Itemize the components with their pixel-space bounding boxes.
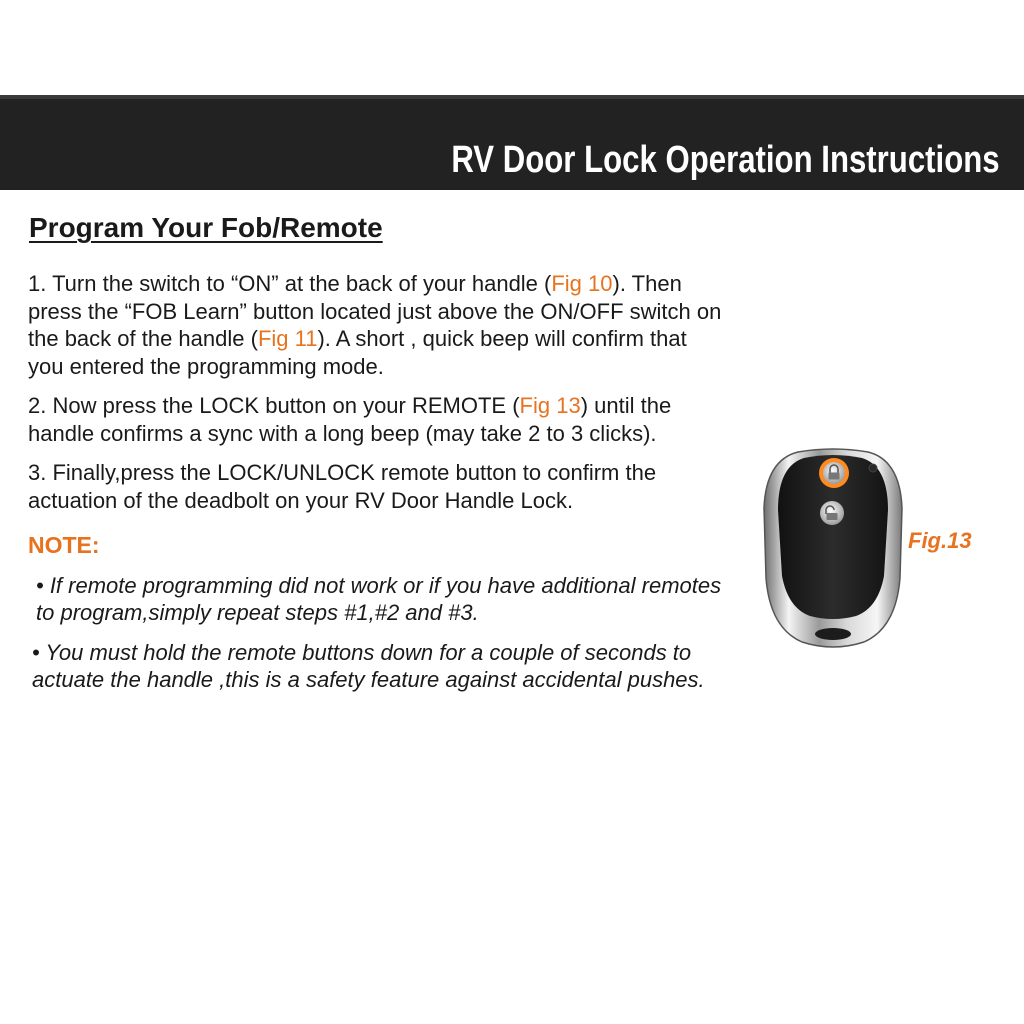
step-3	[28, 459, 728, 514]
unlock-icon-body	[827, 513, 838, 520]
page-title: RV Door Lock Operation Instructions	[451, 139, 1000, 181]
note-label: NOTE:	[28, 532, 100, 558]
fig-13-reference: Fig 13	[519, 393, 581, 418]
step-2-text-b: ) until the handle confirms a sync with a long beep (may take 2 to 3 clicks).	[28, 393, 672, 446]
note-item-1: • If remote programming did not work or if you have additional remotes to program,simply repeat steps #1,#2 and #3.	[36, 572, 722, 625]
fig-11-reference: Fig 11	[257, 326, 318, 351]
step-1-text-b: ). Then press the “FOB Learn” button located just above the ON/OFF switch on the back of the handle (	[28, 271, 722, 351]
step-1-text-c: ). A short , quick beep will confirm that you entered the programming mode.	[28, 326, 687, 379]
key-fob-remote-icon	[760, 448, 906, 650]
step-1-text-a: 1. Turn the switch to “ON” at the back of your handle (	[28, 271, 552, 296]
header-bar	[0, 95, 1024, 190]
instructions-content	[28, 270, 728, 706]
note-item-2: • You must hold the remote buttons down for a couple of seconds to actuate the handle ,this is a safety feature against accidental pushes.	[32, 639, 705, 692]
step-2-text-a: 2. Now press the LOCK button on your REMOTE (	[28, 393, 520, 418]
step-3-text: 3. Finally,press the LOCK/UNLOCK remote button to confirm the actuation of the deadbolt on your RV Door Handle Lock.	[28, 460, 657, 513]
step-1	[28, 270, 728, 380]
section-heading: Program Your Fob/Remote	[29, 212, 383, 243]
lock-icon-body	[829, 473, 840, 480]
fig-10-reference: Fig 10	[551, 271, 613, 296]
step-2	[28, 392, 728, 447]
figure-caption: Fig.13	[908, 528, 972, 553]
